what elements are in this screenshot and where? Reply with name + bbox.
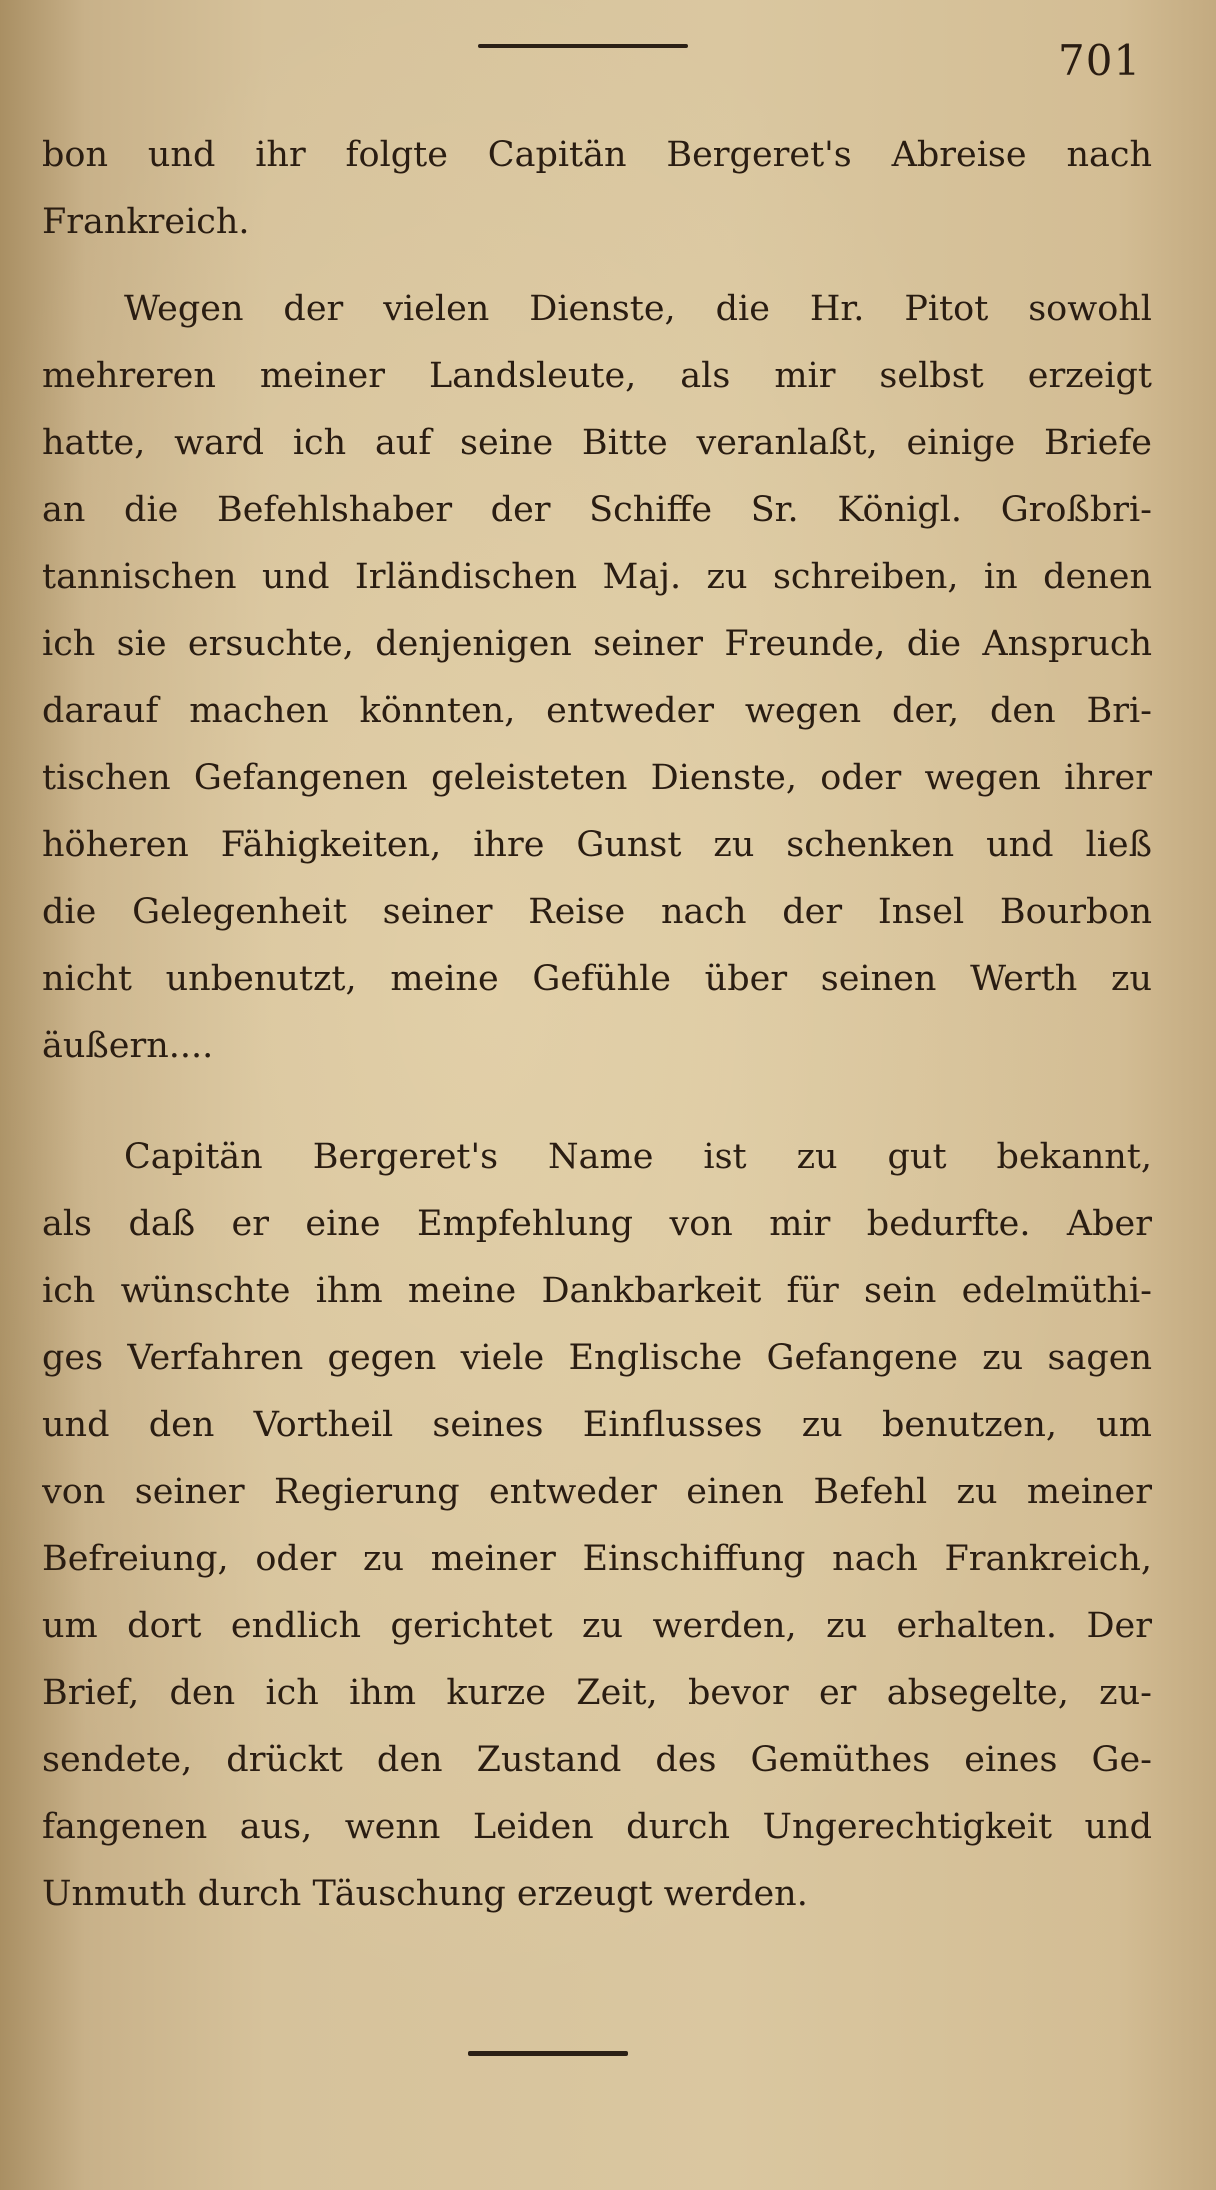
paragraph-1 <box>42 122 1152 256</box>
header-rule <box>478 44 688 48</box>
text-line: höheren Fähigkeiten, ihre Gunst zu schenken und ließ <box>42 825 1152 865</box>
text-line: Wegen der vielen Dienste, die Hr. Pitot sowohl <box>124 289 1152 329</box>
text-line: mehreren meiner Landsleute, als mir selbst erzeigt <box>42 356 1152 396</box>
text-line: ges Verfahren gegen viele Englische Gefangene zu sagen <box>42 1338 1152 1378</box>
text-body <box>42 122 1152 1928</box>
text-line: um dort endlich gerichtet zu werden, zu erhalten. Der <box>42 1606 1152 1646</box>
page-number: 701 <box>1058 36 1142 85</box>
text-line: Brief, den ich ihm kurze Zeit, bevor er absegelte, zu- <box>42 1673 1152 1713</box>
text-line: Frankreich. <box>42 202 250 242</box>
paragraph-gap <box>42 1080 1152 1124</box>
paragraph-gap <box>42 256 1152 276</box>
text-line: die Gelegenheit seiner Reise nach der Insel Bourbon <box>42 892 1152 932</box>
text-line: und den Vortheil seines Einflusses zu benutzen, um <box>42 1405 1152 1445</box>
text-line: bon und ihr folgte Capitän Bergeret's Abreise nach <box>42 135 1152 175</box>
text-line: darauf machen könnten, entweder wegen der, den Bri- <box>42 691 1152 731</box>
text-line: sendete, drückt den Zustand des Gemüthes eines Ge- <box>42 1740 1152 1780</box>
text-line: äußern.... <box>42 1026 214 1066</box>
bottom-rule <box>468 2051 628 2056</box>
text-line: als daß er eine Empfehlung von mir bedurfte. Aber <box>42 1204 1152 1244</box>
text-line: Capitän Bergeret's Name ist zu gut bekannt, <box>124 1137 1152 1177</box>
text-line: fangenen aus, wenn Leiden durch Ungerechtigkeit und <box>42 1807 1152 1847</box>
text-line: tischen Gefangenen geleisteten Dienste, oder wegen ihrer <box>42 758 1152 798</box>
text-line: Unmuth durch Täuschung erzeugt werden. <box>42 1874 808 1914</box>
text-line: nicht unbenutzt, meine Gefühle über seinen Werth zu <box>42 959 1152 999</box>
text-line: ich wünschte ihm meine Dankbarkeit für sein edelmüthi- <box>42 1271 1152 1311</box>
paragraph-2 <box>42 276 1152 1080</box>
text-line: an die Befehlshaber der Schiffe Sr. Königl. Großbri- <box>42 490 1152 530</box>
text-line: ich sie ersuchte, denjenigen seiner Freunde, die Anspruch <box>42 624 1152 664</box>
text-line: tannischen und Irländischen Maj. zu schreiben, in denen <box>42 557 1152 597</box>
text-line: hatte, ward ich auf seine Bitte veranlaßt, einige Briefe <box>42 423 1152 463</box>
text-line: von seiner Regierung entweder einen Befehl zu meiner <box>42 1472 1152 1512</box>
paragraph-3 <box>42 1124 1152 1928</box>
text-line: Befreiung, oder zu meiner Einschiffung nach Frankreich, <box>42 1539 1152 1579</box>
